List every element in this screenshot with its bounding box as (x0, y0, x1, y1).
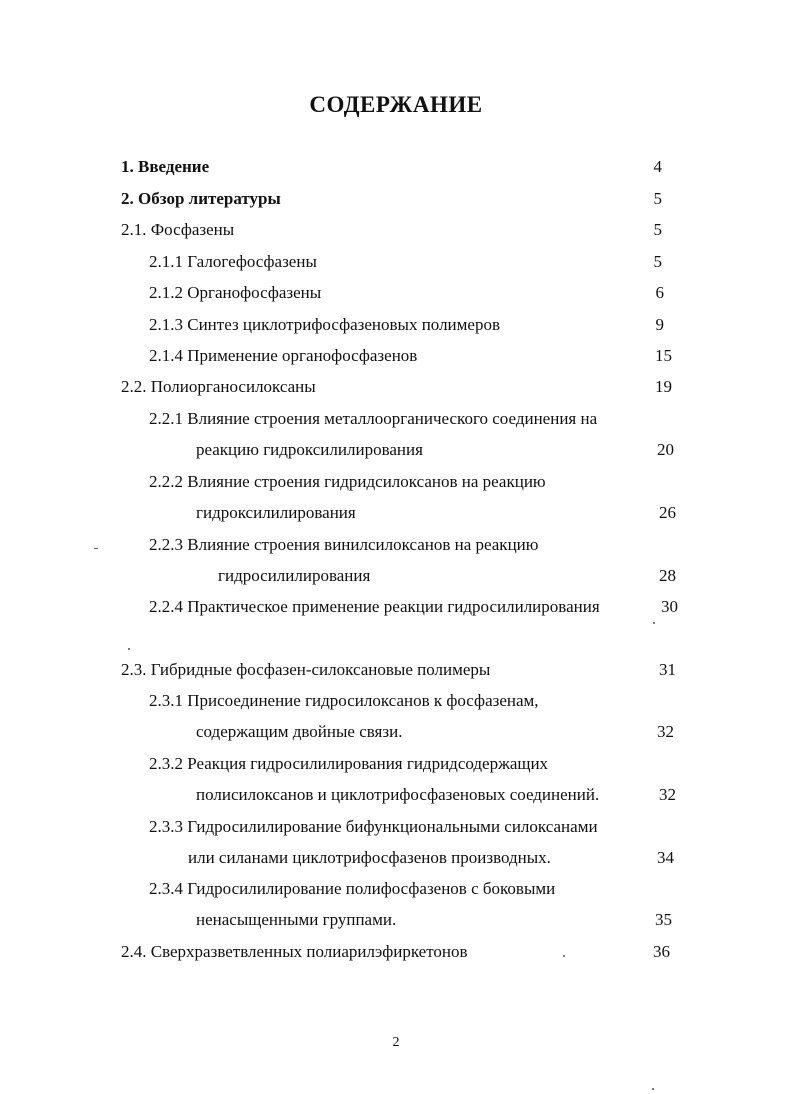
toc-entry-continuation: содержащим двойные связи. (196, 722, 403, 741)
toc-entry-continuation: или силанами циклотрифосфазенов производных. (188, 848, 551, 867)
toc-entry-text: 2.4. Сверхразветвленных полиарилэфиркетонов (121, 942, 468, 961)
toc-entry-page: 31 (659, 660, 676, 679)
toc-entry-page: 9 (655, 315, 664, 334)
toc-entry-text: 2.3. Гибридные фосфазен-силоксановые полимеры (121, 660, 491, 679)
toc-entry-page: 20 (657, 440, 674, 459)
scan-speck (94, 548, 98, 549)
toc-entry-text: 2.3.3 Гидросилилирование бифункциональными силоксанами (149, 817, 598, 836)
toc-entry-text: 2.2.1 Влияние строения металлоорганического соединения на (149, 409, 598, 428)
toc-entry-continuation: полисилоксанов и циклотрифосфазеновых соединений. (196, 785, 600, 804)
scan-speck (128, 648, 130, 650)
toc-entry-page: 5 (653, 189, 662, 208)
page-number: 2 (392, 1035, 400, 1050)
toc-entry-page: 34 (657, 848, 674, 867)
toc-entry-text: 2.1. Фосфазены (121, 220, 235, 239)
toc-entry-text: 2.1.3 Синтез циклотрифосфазеновых полимеров (149, 315, 500, 334)
toc-entry-page: 32 (659, 785, 676, 804)
toc-entry-continuation: гидроксилилирования (196, 503, 356, 522)
toc-entry-text: 2.2. Полиорганосилоксаны (121, 377, 316, 396)
toc-entry-text: 2.2.2 Влияние строения гидридсилоксанов на реакцию (149, 472, 546, 491)
toc-entry-continuation: гидросилилирования (218, 566, 371, 585)
toc-entry-page: 4 (653, 157, 662, 176)
toc-entry-page: 26 (659, 503, 676, 522)
page-title: СОДЕРЖАНИЕ (309, 92, 483, 117)
toc-entry-page: 5 (653, 252, 662, 271)
toc-entry-text: 2.3.2 Реакция гидросилилирования гидридсодержащих (149, 754, 549, 773)
toc-entry-text: 2.1.4 Применение органофосфазенов (149, 346, 418, 365)
toc-entry-page: 36 (653, 942, 670, 961)
toc-entry-text: 2. Обзор литературы (121, 189, 281, 208)
scan-speck (652, 1088, 654, 1090)
scan-speck (653, 622, 655, 624)
toc-entry-text: 2.1.2 Органофосфазены (149, 283, 322, 302)
toc-entry-text: 2.2.3 Влияние строения винилсилоксанов на реакцию (149, 535, 539, 554)
toc-entry-page: 5 (653, 220, 662, 239)
toc-entry-page: 19 (655, 377, 672, 396)
toc-entry-continuation: ненасыщенными группами. (196, 910, 397, 929)
toc-entry-page: 35 (655, 910, 672, 929)
toc-entry-page: 15 (655, 346, 672, 365)
toc-entry-page: 32 (657, 722, 674, 741)
toc-entry-page: 30 (661, 597, 678, 616)
toc-entry-page: 28 (659, 566, 676, 585)
scan-speck (563, 955, 565, 957)
toc-entry-page: 6 (655, 283, 664, 302)
toc-entry-text: 2.3.1 Присоединение гидросилоксанов к фосфазенам, (149, 691, 539, 710)
toc-entry-text: 2.1.1 Галогефосфазены (149, 252, 317, 271)
toc-entry-text: 2.2.4 Практическое применение реакции гидросилилирования (149, 597, 600, 616)
toc-entry-continuation: реакцию гидроксилилирования (196, 440, 423, 459)
toc-entry-text: 2.3.4 Гидросилилирование полифосфазенов с боковыми (149, 879, 556, 898)
toc-entry-text: 1. Введение (121, 157, 210, 176)
